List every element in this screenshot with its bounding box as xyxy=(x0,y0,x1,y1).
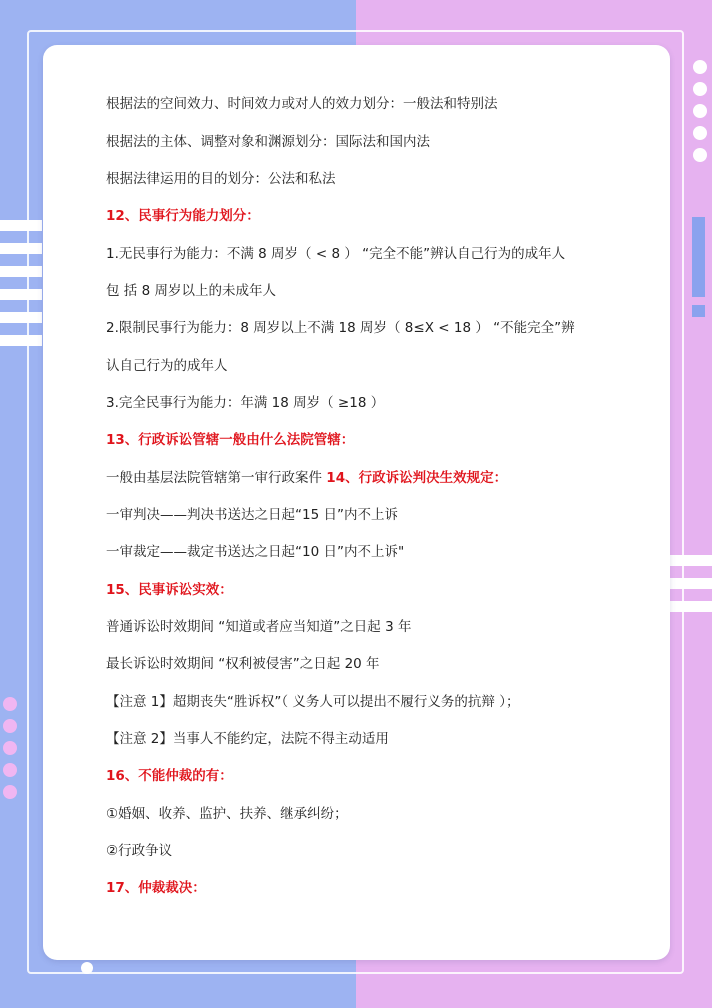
section-heading: 16、不能仲裁的有： xyxy=(106,768,233,784)
text-line: 包 括 8 周岁以上的未成年人 xyxy=(106,283,276,299)
decor-bar xyxy=(692,305,705,317)
decor-dot xyxy=(81,962,93,974)
text-line: 2.限制民事行为能力：8 周岁以上不满 18 周岁（ 8≤X < 18 ） “不能完全”辨 xyxy=(106,320,575,336)
decor-dot xyxy=(693,82,707,96)
text-line: 认自己行为的成年人 xyxy=(106,358,228,374)
decor-dot xyxy=(3,785,17,799)
text-line: 根据法律运用的目的划分：公法和私法 xyxy=(106,171,336,187)
text-line: ②行政争议 xyxy=(106,843,173,859)
decor-dot xyxy=(3,719,17,733)
decor-dot xyxy=(693,148,707,162)
text-line: 根据法的空间效力、时间效力或对人的效力划分：一般法和特别法 xyxy=(106,96,498,112)
decor-bar xyxy=(692,217,705,297)
text-line: 一审裁定——裁定书送达之日起“10 日”内不上诉" xyxy=(106,544,405,560)
decor-dot xyxy=(3,697,17,711)
section-heading: 15、民事诉讼实效： xyxy=(106,582,233,598)
section-heading: 13、行政诉讼管辖一般由什么法院管辖： xyxy=(106,432,355,448)
text-line: 一审判决——判决书送达之日起“15 日”内不上诉 xyxy=(106,507,398,523)
section-heading: 17、仲裁裁决： xyxy=(106,880,206,896)
text-line: 3.完全民事行为能力：年满 18 周岁（ ≥18 ） xyxy=(106,395,385,411)
decor-dot xyxy=(3,741,17,755)
text-segment: 一般由基层法院管辖第一审行政案件 xyxy=(106,470,327,486)
section-heading: 14、行政诉讼判决生效规定： xyxy=(326,470,508,486)
text-line: 最长诉讼时效期间 “权利被侵害”之日起 20 年 xyxy=(106,656,380,672)
text-line xyxy=(106,468,507,488)
decor-dot xyxy=(693,126,707,140)
text-line: 1.无民事行为能力：不满 8 周岁（ < 8 ） “完全不能”辨认自己行为的成年人 xyxy=(106,246,566,262)
decor-dot xyxy=(693,104,707,118)
text-line: 【注意 1】超期丧失“胜诉权”（ 义务人可以提出不履行义务的抗辩 ）； xyxy=(106,694,520,710)
decor-dot xyxy=(693,60,707,74)
text-line: 普通诉讼时效期间 “知道或者应当知道”之日起 3 年 xyxy=(106,619,412,635)
text-line: 【注意 2】当事人不能约定，法院不得主动适用 xyxy=(106,731,389,747)
text-line: ①婚姻、收养、监护、扶养、继承纠纷； xyxy=(106,806,348,822)
section-heading: 12、民事行为能力划分： xyxy=(106,208,260,224)
text-line: 根据法的主体、调整对象和渊源划分：国际法和国内法 xyxy=(106,134,430,150)
decor-dot xyxy=(3,763,17,777)
